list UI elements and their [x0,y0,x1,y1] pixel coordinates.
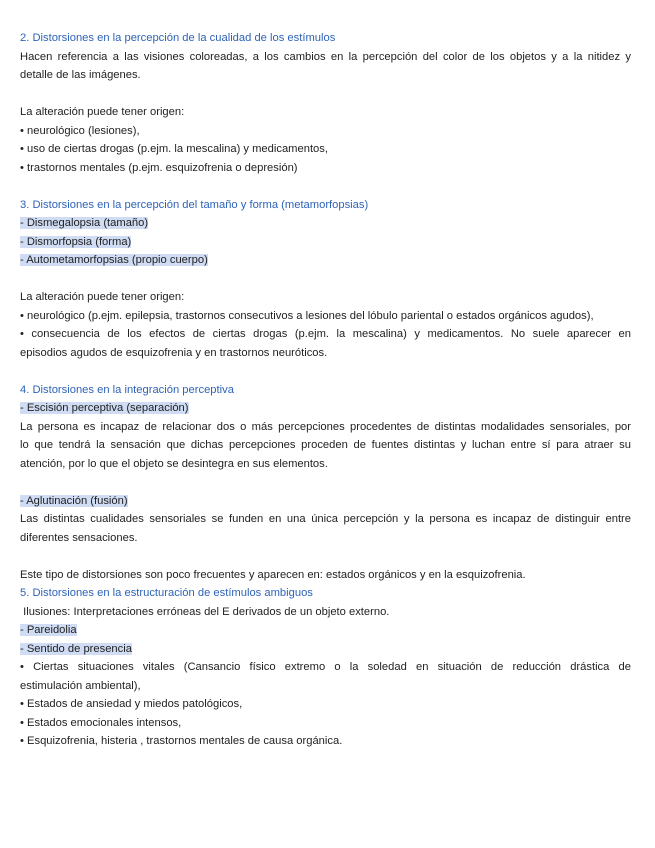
paragraph-line: La persona es incapaz de relacionar dos o más percepciones procedentes de distintas modalidades sensoriales, por [20,420,631,433]
paragraph-line: diferentes sensaciones. [20,531,138,544]
highlighted-subtopic: - Pareidolia [20,624,77,636]
list-item: • Ciertas situaciones vitales (Cansancio físico extremo o la soledad en situación de reducción drástica de [20,661,631,673]
origin-label: La alteración puede tener origen: [20,291,185,303]
origin-label: La alteración puede tener origen: [20,106,185,118]
paragraph-line: episodios agudos de esquizofrenia y en trastornos neuróticos. [20,346,328,359]
paragraph-line: Las distintas cualidades sensoriales se funden en una única percepción y la persona es incapaz de distinguir entre [20,513,631,525]
paragraph-line: lo que tendrá la sensación que dichas percepciones proceden de fuentes distintas y luchan entre sí para atraer su [20,439,631,451]
highlighted-subtopic: - Autometamorfopsias (propio cuerpo) [20,254,208,266]
section-5-heading: 5. Distorsiones en la estructuración de estímulos ambiguos [20,587,313,599]
list-item: • Estados emocionales intensos, [20,716,182,729]
list-item: • neurológico (p.ejm. epilepsia, trastornos consecutivos a lesiones del lóbulo pariental o estados orgánicos agudos), [20,309,594,322]
spacer [20,177,631,196]
spacer [20,85,631,104]
list-item: • Estados de ansiedad y miedos patológicos, [20,698,243,710]
spacer [20,473,631,492]
section-4-heading: 4. Distorsiones en la integración perceptiva [20,383,234,396]
spacer [20,547,631,566]
section-3-heading: 3. Distorsiones en la percepción del tamaño y forma (metamorfopsias) [20,198,369,211]
list-item: • Esquizofrenia, histeria , trastornos mentales de causa orgánica. [20,735,343,747]
list-item: • trastornos mentales (p.ejm. esquizofrenia o depresión) [20,161,298,174]
paragraph-line: atención, por lo que el objeto se desintegra en sus elementos. [20,457,328,470]
paragraph-line: Este tipo de distorsiones son poco frecuentes y aparecen en: estados orgánicos y en la esquizofrenia. [20,568,526,581]
spacer [20,270,631,289]
section-2-heading: 2. Distorsiones en la percepción de la cualidad de los estímulos [20,32,336,44]
highlighted-subtopic: - Aglutinación (fusión) [20,494,128,507]
highlighted-subtopic: - Dismegalopsia (tamaño) [20,217,149,229]
paragraph-line: detalle de las imágenes. [20,69,141,81]
document-page [20,29,631,751]
list-item: • consecuencia de los efectos de ciertas drogas (p.ejm. la mescalina) y medicamentos. No suele aparecer en [20,328,631,340]
paragraph-line: Hacen referencia a las visiones coloreadas, a los cambios en la percepción del color de los objetos y a la nitidez y [20,50,631,63]
list-item: • uso de ciertas drogas (p.ejm. la mescalina) y medicamentos, [20,143,328,155]
paragraph-line: Ilusiones: Interpretaciones erróneas del E derivados de un objeto externo. [20,605,390,618]
highlighted-subtopic: - Dismorfopsia (forma) [20,235,132,248]
paragraph-line: estimulación ambiental), [20,679,141,692]
list-item: • neurológico (lesiones), [20,124,140,137]
highlighted-subtopic: - Escisión perceptiva (separación) [20,402,189,414]
highlighted-subtopic: - Sentido de presencia [20,642,132,655]
spacer [20,362,631,381]
